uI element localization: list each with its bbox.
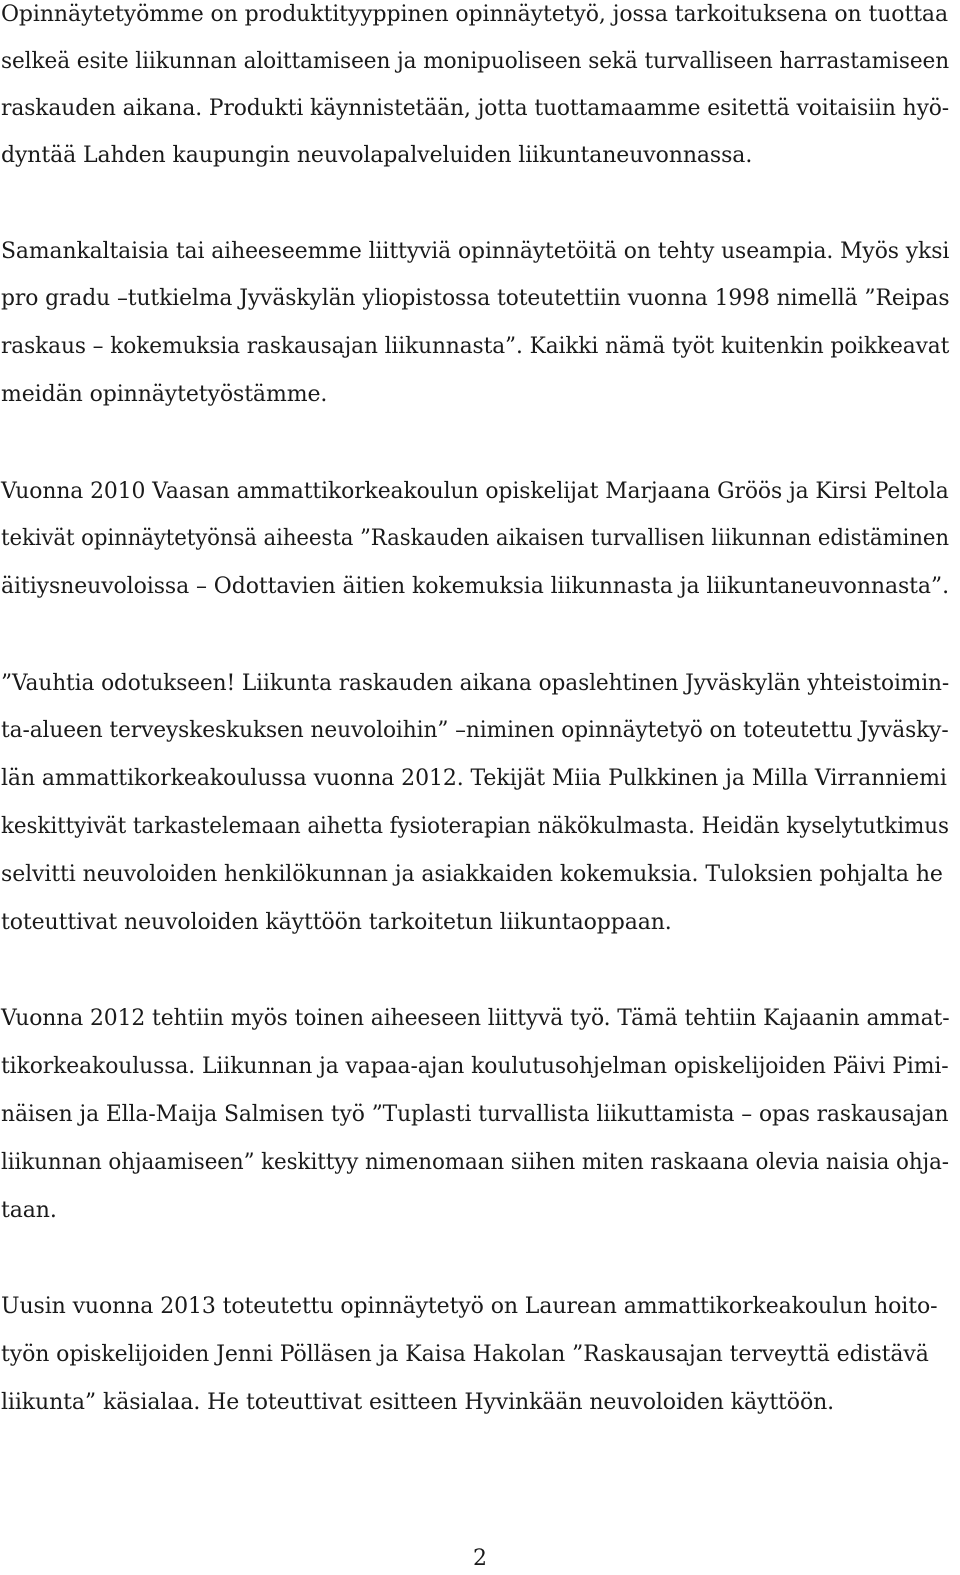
text-line: Vuonna 2012 tehtiin myös toinen aiheeseen liittyvä työ. Tämä tehtiin Kajaanin ammat- (1, 1006, 950, 1031)
text-line: raskaus – kokemuksia raskausajan liikunnasta”. Kaikki nämä työt kuitenkin poikkeavat (1, 334, 950, 359)
text-line: liikunnan ohjaamiseen” keskittyy nimenomaan siihen miten raskaana olevia naisia ohja- (1, 1150, 949, 1175)
text-line: työn opiskelijoiden Jenni Pölläsen ja Kaisa Hakolan ”Raskausajan terveyttä edistävä (1, 1342, 929, 1367)
text-line: äitiysneuvoloissa – Odottavien äitien kokemuksia liikunnasta ja liikuntaneuvonnasta”. (1, 574, 949, 599)
text-line: Vuonna 2010 Vaasan ammattikorkeakoulun opiskelijat Marjaana Gröös ja Kirsi Peltola (1, 479, 949, 504)
text-line: keskittyivät tarkastelemaan aihetta fysioterapian näkökulmasta. Heidän kyselytutkimus (1, 814, 949, 839)
text-line: ta-alueen terveyskeskuksen neuvoloihin” –niminen opinnäytetyö on toteutettu Jyväsky- (1, 718, 949, 743)
text-line: liikunta” käsialaa. He toteuttivat esitteen Hyvinkään neuvoloiden käyttöön. (1, 1390, 835, 1415)
text-line: tikorkeakoulussa. Liikunnan ja vapaa-ajan koulutusohjelman opiskelijoiden Päivi Pimi- (1, 1054, 949, 1079)
text-line: Uusin vuonna 2013 toteutettu opinnäytetyö on Laurean ammattikorkeakoulun hoito- (1, 1294, 938, 1319)
text-line: län ammattikorkeakoulussa vuonna 2012. Tekijät Miia Pulkkinen ja Milla Virranniemi (1, 766, 947, 791)
text-line: pro gradu –tutkielma Jyväskylän yliopistossa toteutettiin vuonna 1998 nimellä ”Reipas (1, 286, 950, 311)
text-line: Opinnäytetyömme on produktityyppinen opinnäytetyö, jossa tarkoituksena on tuottaa (1, 2, 948, 27)
text-line: raskauden aikana. Produkti käynnistetään, jotta tuottamaamme esitettä voitaisiin hyö- (1, 96, 950, 121)
text-line: näisen ja Ella-Maija Salmisen työ ”Tuplasti turvallista liikuttamista – opas raskausajan (1, 1102, 949, 1127)
text-line: toteuttivat neuvoloiden käyttöön tarkoitetun liikuntaoppaan. (1, 910, 672, 935)
text-line: taan. (1, 1198, 57, 1223)
text-line: meidän opinnäytetyöstämme. (1, 382, 328, 407)
text-line: tekivät opinnäytetyönsä aiheesta ”Raskauden aikaisen turvallisen liikunnan edistäminen (1, 526, 949, 551)
text-line: ”Vauhtia odotukseen! Liikunta raskauden aikana opaslehtinen Jyväskylän yhteistoimin- (1, 671, 950, 696)
text-line: selkeä esite liikunnan aloittamiseen ja monipuoliseen sekä turvalliseen harrastamiseen (1, 49, 950, 74)
text-line: selvitti neuvoloiden henkilökunnan ja asiakkaiden kokemuksia. Tuloksien pohjalta he (1, 862, 943, 887)
page-number: 2 (473, 1546, 487, 1571)
text-line: dyntää Lahden kaupungin neuvolapalveluiden liikuntaneuvonnassa. (1, 143, 753, 168)
text-line: Samankaltaisia tai aiheeseemme liittyviä opinnäytetöitä on tehty useampia. Myös yksi (1, 239, 950, 264)
